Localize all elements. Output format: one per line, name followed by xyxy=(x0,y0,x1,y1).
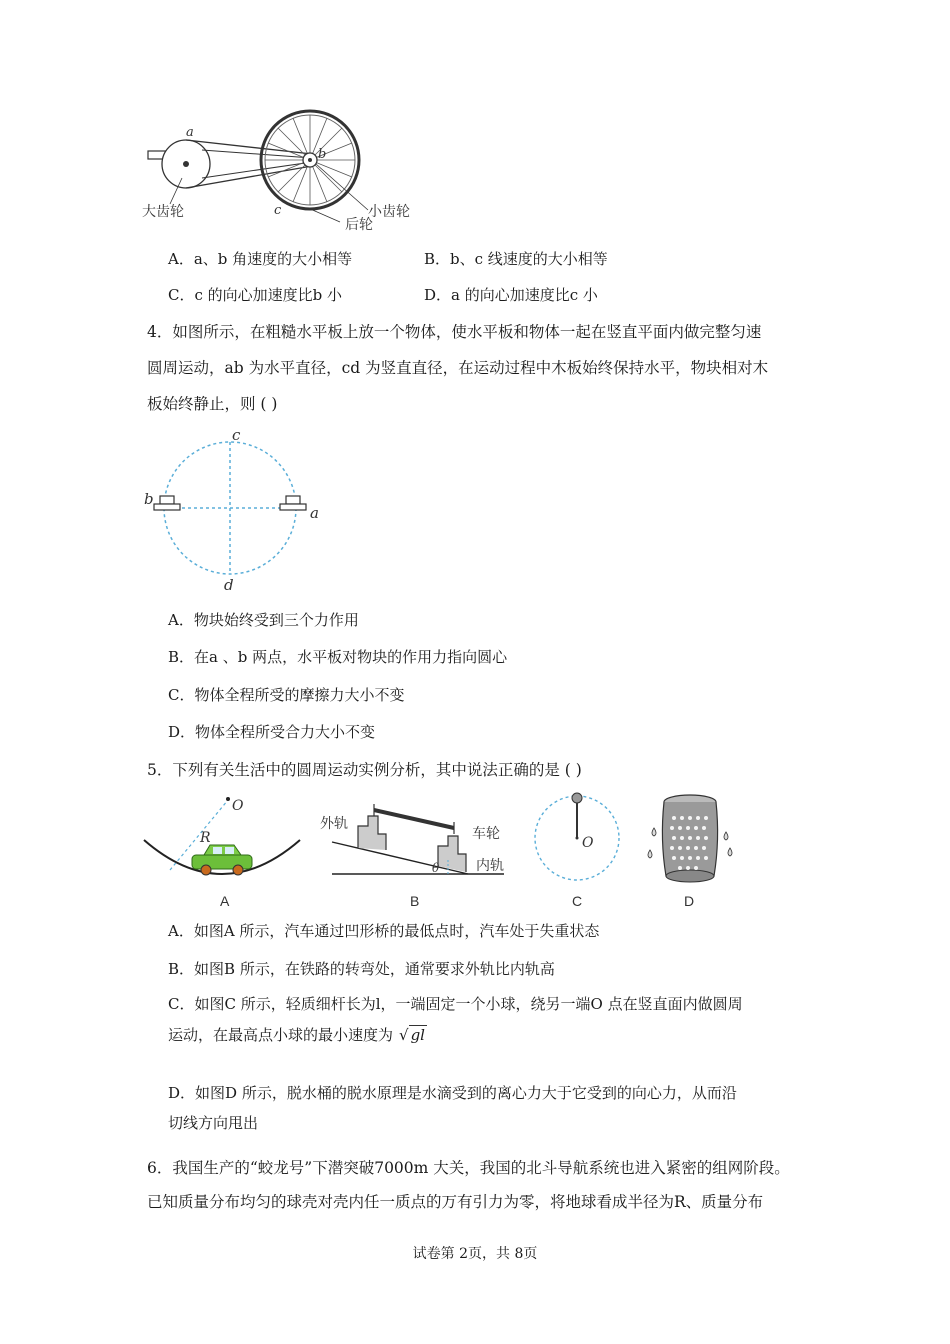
label-a: a xyxy=(186,125,194,140)
q5-figure-a xyxy=(140,790,310,912)
q5-option-b: B．如图B 所示，在铁路的转弯处，通常要求外轨比内轨高 xyxy=(168,960,555,978)
circle-board-figure xyxy=(140,428,340,593)
q5-figure-d xyxy=(640,790,740,912)
q4-option-c: C．物体全程所受的摩擦力大小不变 xyxy=(168,686,405,704)
caption-b: B xyxy=(410,893,420,909)
q3-option-d: D．a 的向心加速度比c 小 xyxy=(424,286,598,304)
q5-option-c-line2: 运动，在最高点小球的最小速度为 √ gl xyxy=(168,1026,425,1044)
q4-stem-line3: 板始终静止，则 ( ) xyxy=(147,395,278,413)
page-footer: 试卷第 2页，共 8页 xyxy=(412,1246,538,1262)
q4-stem-line2: 圆周运动，ab 为水平直径，cd 为竖直直径，在运动过程中木板始终保持水平，物块相对木 xyxy=(147,359,769,377)
label-wheel: 车轮 xyxy=(472,826,500,842)
q3-option-b: B．b、c 线速度的大小相等 xyxy=(424,250,608,268)
q5-option-d-line1: D．如图D 所示，脱水桶的脱水原理是水滴受到的离心力大于它受到的向心力，从而沿 xyxy=(168,1084,737,1102)
label-big-gear: 大齿轮 xyxy=(142,204,184,220)
q4-stem-line1: 4．如图所示，在粗糙水平板上放一个物体，使水平板和物体一起在竖直平面内做完整匀速 xyxy=(147,323,762,341)
q6-line1: 6．我国生产的“蛟龙号”下潜突破7000m 大关，我国的北斗导航系统也进入紧密的组网阶段。 xyxy=(147,1159,790,1177)
q5-figure-b xyxy=(318,790,518,912)
label-small-gear: 小齿轮 xyxy=(368,204,410,220)
label-r: R xyxy=(200,830,211,846)
q4-option-d: D．物体全程所受合力大小不变 xyxy=(168,723,376,741)
label-o: O xyxy=(582,835,594,851)
label-d: d xyxy=(224,576,234,594)
label-b: b xyxy=(144,490,154,508)
label-o: O xyxy=(232,798,244,814)
label-a: a xyxy=(310,504,319,522)
q5-option-c-text: 运动，在最高点小球的最小速度为 xyxy=(168,1026,394,1044)
label-c: c xyxy=(232,426,241,444)
q5-figure-c xyxy=(530,790,630,912)
sqrt-gl-formula: gl xyxy=(410,1026,425,1044)
label-b: b xyxy=(318,147,327,162)
q6-line2: 已知质量分布均匀的球壳对壳内任一质点的万有引力为零，将地球看成半径为R、质量分布 xyxy=(147,1193,764,1211)
bicycle-gear-figure xyxy=(140,118,440,233)
q4-option-b: B．在a 、b 两点，水平板对物块的作用力指向圆心 xyxy=(168,648,508,666)
q5-stem: 5．下列有关生活中的圆周运动实例分析，其中说法正确的是 ( ) xyxy=(147,761,582,779)
q5-option-a: A．如图A 所示，汽车通过凹形桥的最低点时，汽车处于失重状态 xyxy=(168,922,600,940)
q3-option-a: A．a、b 角速度的大小相等 xyxy=(168,250,353,268)
q4-option-a: A．物块始终受到三个力作用 xyxy=(168,611,359,629)
caption-a: A xyxy=(220,893,230,909)
label-rear-wheel: 后轮 xyxy=(345,217,373,233)
label-c: c xyxy=(274,203,282,218)
label-theta: θ xyxy=(432,861,440,875)
label-inner-rail: 内轨 xyxy=(476,858,504,874)
q5-option-d-line2: 切线方向甩出 xyxy=(168,1114,259,1132)
caption-d: D xyxy=(684,893,695,909)
q3-option-c: C．c 的向心加速度比b 小 xyxy=(168,286,343,304)
label-outer-rail: 外轨 xyxy=(320,816,348,832)
q5-option-c-line1: C．如图C 所示，轻质细杆长为l，一端固定一个小球，绕另一端O 点在竖直面内做圆周 xyxy=(168,995,743,1013)
caption-c: C xyxy=(572,893,583,909)
